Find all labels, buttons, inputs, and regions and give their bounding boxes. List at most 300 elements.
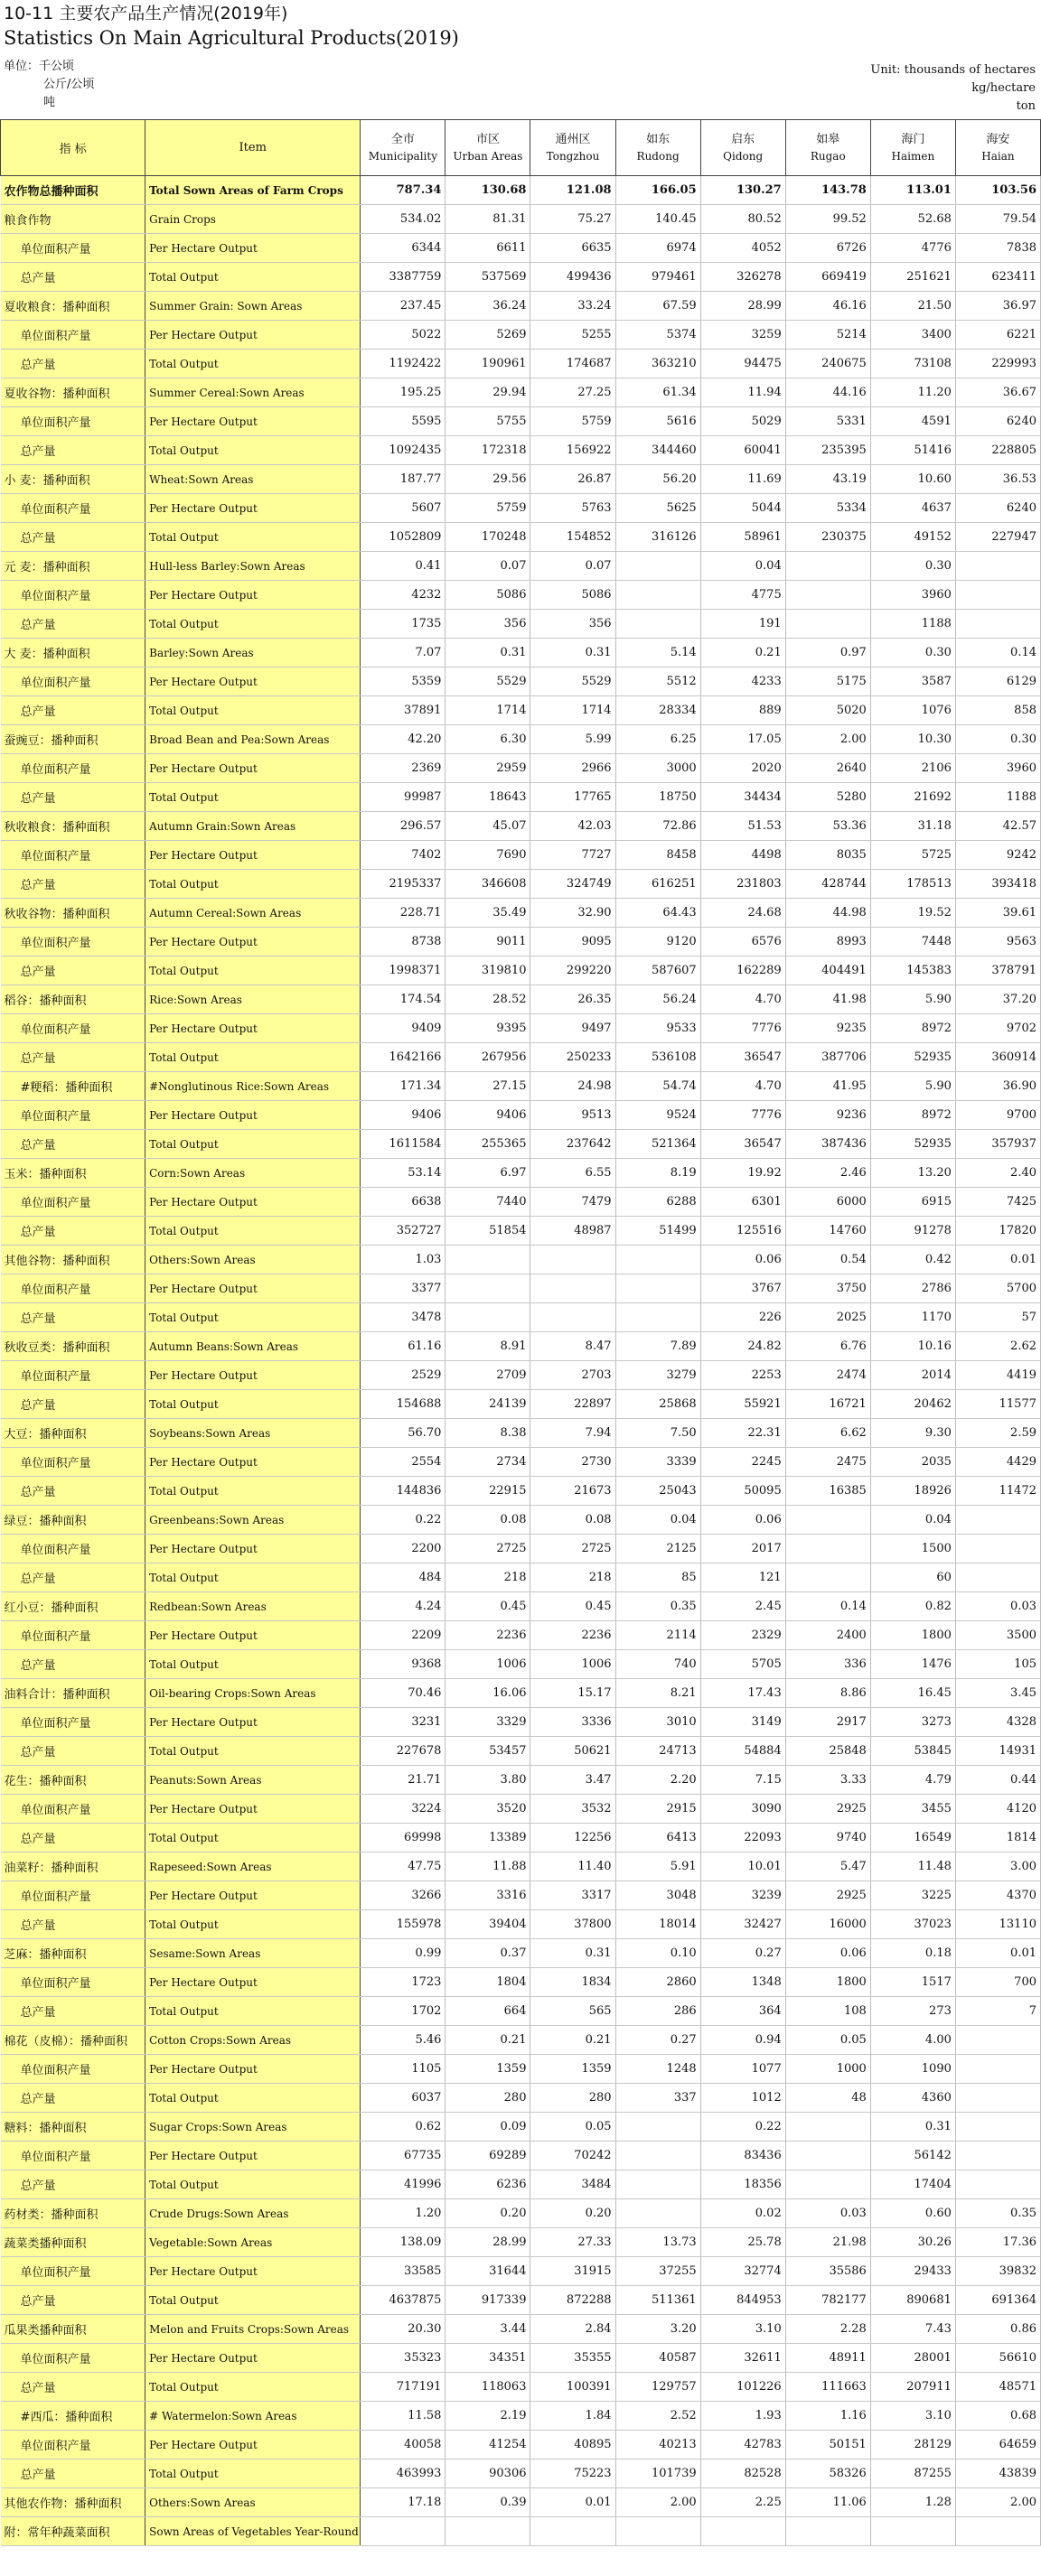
table-row <box>1 2315 1041 2344</box>
row-indicator-cn: 总产量 <box>1 957 145 985</box>
row-value <box>445 2517 530 2546</box>
row-indicator-cn: 粮食作物 <box>1 205 145 234</box>
table-row <box>1 610 1041 639</box>
row-item-en: Total Output <box>145 783 361 812</box>
row-indicator-cn: 总产量 <box>1 1563 145 1592</box>
row-value: 91278 <box>870 1217 955 1246</box>
row-value: 31644 <box>445 2257 530 2286</box>
row-value: 5029 <box>700 407 785 436</box>
row-value: 80.52 <box>700 205 785 234</box>
row-value: 9095 <box>530 928 615 957</box>
row-value: 3500 <box>955 1621 1040 1650</box>
row-value: 11.94 <box>700 378 785 407</box>
row-value: 0.10 <box>615 1939 700 1968</box>
header-indicator: 指 标 <box>1 120 145 176</box>
row-value: 2554 <box>361 1448 445 1477</box>
row-item-en: Per Hectare Output <box>145 2344 361 2373</box>
table-row <box>1 2170 1041 2199</box>
row-indicator-cn: 单位面积产量 <box>1 494 145 523</box>
row-value: 5725 <box>870 841 955 870</box>
row-value: 240675 <box>785 350 870 378</box>
row-value: 5022 <box>361 321 445 350</box>
row-value: 39.61 <box>955 899 1040 928</box>
row-item-en: Total Output <box>145 1737 361 1766</box>
row-value <box>615 1303 700 1332</box>
row-value: 19.52 <box>870 899 955 928</box>
header-col-municipality <box>361 120 445 176</box>
row-value: 6037 <box>361 2084 445 2113</box>
row-value: 44.16 <box>785 378 870 407</box>
row-item-en: Autumn Beans:Sown Areas <box>145 1332 361 1361</box>
table-row <box>1 1621 1041 1650</box>
header-col-cn: 海门 <box>901 132 925 146</box>
row-value <box>870 2517 955 2546</box>
row-value: 6240 <box>955 407 1040 436</box>
row-value: 6.55 <box>530 1159 615 1188</box>
row-value: 25043 <box>615 1477 700 1506</box>
row-value: 0.44 <box>955 1766 1040 1795</box>
row-indicator-cn: 农作物总播种面积 <box>1 176 145 205</box>
row-value: 2915 <box>615 1795 700 1824</box>
row-value <box>615 552 700 581</box>
row-item-en: Total Output <box>145 2286 361 2315</box>
row-item-en: Total Output <box>145 2084 361 2113</box>
row-value: 20.30 <box>361 2315 445 2344</box>
row-value: 858 <box>955 696 1040 725</box>
row-value: 0.39 <box>445 2488 530 2517</box>
row-item-en: Per Hectare Output <box>145 754 361 783</box>
row-value: 166.05 <box>615 176 700 205</box>
row-value: 67.59 <box>615 292 700 321</box>
table-row <box>1 1535 1041 1563</box>
row-value: 296.57 <box>361 812 445 841</box>
row-value: 41996 <box>361 2170 445 2199</box>
row-value: 99987 <box>361 783 445 812</box>
row-value: 352727 <box>361 1217 445 1246</box>
row-indicator-cn: 总产量 <box>1 1737 145 1766</box>
row-value: 0.31 <box>445 639 530 667</box>
row-value: 40587 <box>615 2344 700 2373</box>
row-value: 286 <box>615 1997 700 2026</box>
row-value: 39832 <box>955 2257 1040 2286</box>
table-row <box>1 1101 1041 1130</box>
row-value: 5280 <box>785 783 870 812</box>
table-row <box>1 2257 1041 2286</box>
row-value: 14760 <box>785 1217 870 1246</box>
row-value <box>955 552 1040 581</box>
row-item-en: Total Output <box>145 1650 361 1679</box>
row-value: 7690 <box>445 841 530 870</box>
row-item-en: Per Hectare Output <box>145 494 361 523</box>
row-value <box>615 2170 700 2199</box>
row-indicator-cn: 蚕豌豆：播种面积 <box>1 725 145 754</box>
row-item-en: Cotton Crops:Sown Areas <box>145 2026 361 2055</box>
row-value: 9524 <box>615 1101 700 1130</box>
header-col-en: Rudong <box>636 149 680 163</box>
row-value: 61.34 <box>615 378 700 407</box>
row-value: 32427 <box>700 1910 785 1939</box>
table-row <box>1 1159 1041 1188</box>
row-indicator-cn: 总产量 <box>1 1824 145 1853</box>
row-value: 17820 <box>955 1217 1040 1246</box>
row-value: 121 <box>700 1563 785 1592</box>
row-item-en: Crude Drugs:Sown Areas <box>145 2199 361 2228</box>
row-value: 218 <box>530 1563 615 1592</box>
row-value: 1.93 <box>700 2402 785 2431</box>
row-value: 7776 <box>700 1101 785 1130</box>
table-row <box>1 1217 1041 1246</box>
row-value: 9368 <box>361 1650 445 1679</box>
header-col-en: Rugao <box>810 149 846 163</box>
row-value: 30.26 <box>870 2228 955 2257</box>
row-item-en: Corn:Sown Areas <box>145 1159 361 1188</box>
row-item-en: Total Output <box>145 2373 361 2402</box>
row-value: 3.00 <box>955 1853 1040 1881</box>
row-value: 1702 <box>361 1997 445 2026</box>
row-item-en: Summer Cereal:Sown Areas <box>145 378 361 407</box>
row-item-en: Total Output <box>145 1477 361 1506</box>
row-item-en: Sesame:Sown Areas <box>145 1939 361 1968</box>
row-value: 138.09 <box>361 2228 445 2257</box>
row-value: 2.00 <box>785 725 870 754</box>
row-value: 29433 <box>870 2257 955 2286</box>
row-value: 27.25 <box>530 378 615 407</box>
row-value: 1006 <box>530 1650 615 1679</box>
row-value: 41254 <box>445 2431 530 2459</box>
row-value: 9.30 <box>870 1419 955 1448</box>
table-row <box>1 1881 1041 1910</box>
row-value: 7727 <box>530 841 615 870</box>
row-value: 2734 <box>445 1448 530 1477</box>
row-value: 3336 <box>530 1708 615 1737</box>
row-indicator-cn: 总产量 <box>1 1303 145 1332</box>
table-row <box>1 899 1041 928</box>
row-value: 54884 <box>700 1737 785 1766</box>
row-value: 207911 <box>870 2373 955 2402</box>
row-value: 52935 <box>870 1130 955 1159</box>
row-item-en: Rapeseed:Sown Areas <box>145 1853 361 1881</box>
table-row <box>1 1737 1041 1766</box>
table-row <box>1 494 1041 523</box>
row-value: 228805 <box>955 436 1040 465</box>
row-value: 3317 <box>530 1881 615 1910</box>
row-value: 5044 <box>700 494 785 523</box>
row-indicator-cn: 芝麻：播种面积 <box>1 1939 145 1968</box>
row-value: 121.08 <box>530 176 615 205</box>
row-value: 4.00 <box>870 2026 955 2055</box>
row-value: 280 <box>530 2084 615 2113</box>
row-value: 0.35 <box>615 1592 700 1621</box>
row-value: 3000 <box>615 754 700 783</box>
row-indicator-cn: 单位面积产量 <box>1 1968 145 1997</box>
row-value: 145383 <box>870 957 955 985</box>
row-value: 0.21 <box>445 2026 530 2055</box>
row-value: 18926 <box>870 1477 955 1506</box>
row-value: 42.57 <box>955 812 1040 841</box>
row-value: 5334 <box>785 494 870 523</box>
row-value <box>445 1246 530 1274</box>
row-value: 41.95 <box>785 1072 870 1101</box>
row-value <box>785 1506 870 1535</box>
row-value: 7.89 <box>615 1332 700 1361</box>
row-value: 191 <box>700 610 785 639</box>
row-value: 3.45 <box>955 1679 1040 1708</box>
table-row <box>1 1679 1041 1708</box>
table-row <box>1 1332 1041 1361</box>
row-value: 3.10 <box>870 2402 955 2431</box>
row-value: 16385 <box>785 1477 870 1506</box>
row-value: 889 <box>700 696 785 725</box>
table-row <box>1 1188 1041 1217</box>
row-value: 537569 <box>445 263 530 292</box>
row-value: 0.04 <box>700 552 785 581</box>
row-value: 2730 <box>530 1448 615 1477</box>
row-value: 90306 <box>445 2459 530 2488</box>
row-value: 2917 <box>785 1708 870 1737</box>
row-value: 57 <box>955 1303 1040 1332</box>
row-value: 22915 <box>445 1477 530 1506</box>
row-value: 0.05 <box>785 2026 870 2055</box>
row-item-en: Total Output <box>145 1217 361 1246</box>
row-value: 4776 <box>870 234 955 263</box>
row-item-en: Total Output <box>145 350 361 378</box>
table-row <box>1 1708 1041 1737</box>
row-indicator-cn: 夏收粮食：播种面积 <box>1 292 145 321</box>
row-value: 0.21 <box>700 639 785 667</box>
row-value: 16000 <box>785 1910 870 1939</box>
row-value: 1012 <box>700 2084 785 2113</box>
row-value: 2.25 <box>700 2488 785 2517</box>
row-value: 235395 <box>785 436 870 465</box>
row-value: 267956 <box>445 1043 530 1072</box>
header-col-cn: 如东 <box>646 132 671 146</box>
row-value: 9702 <box>955 1014 1040 1043</box>
row-value: 3960 <box>955 754 1040 783</box>
row-item-en: Autumn Cereal:Sown Areas <box>145 899 361 928</box>
row-value: 5700 <box>955 1274 1040 1303</box>
row-indicator-cn: 稻谷：播种面积 <box>1 985 145 1014</box>
row-value: 6.30 <box>445 725 530 754</box>
row-value: 1359 <box>445 2055 530 2084</box>
row-value: 37023 <box>870 1910 955 1939</box>
row-value: 35586 <box>785 2257 870 2286</box>
row-value <box>785 1535 870 1563</box>
row-value: 60041 <box>700 436 785 465</box>
row-value: 51416 <box>870 436 955 465</box>
table-row <box>1 205 1041 234</box>
row-value: 4637 <box>870 494 955 523</box>
row-value: 4637875 <box>361 2286 445 2315</box>
row-value: 6726 <box>785 234 870 263</box>
row-value: 129757 <box>615 2373 700 2402</box>
row-value: 5086 <box>445 581 530 610</box>
table-row <box>1 1910 1041 1939</box>
row-value: 336 <box>785 1650 870 1679</box>
row-value: 73108 <box>870 350 955 378</box>
row-value: 6576 <box>700 928 785 957</box>
row-indicator-cn: 单位面积产量 <box>1 2344 145 2373</box>
row-value: 36547 <box>700 1043 785 1072</box>
row-value: 2786 <box>870 1274 955 1303</box>
row-value: 16721 <box>785 1390 870 1419</box>
row-value: 0.42 <box>870 1246 955 1274</box>
row-value: 0.21 <box>530 2026 615 2055</box>
row-value: 51499 <box>615 1217 700 1246</box>
row-value <box>615 581 700 610</box>
agri-products-table <box>0 119 1041 2546</box>
row-value: 2725 <box>445 1535 530 1563</box>
row-value: 5.99 <box>530 725 615 754</box>
row-value: 5086 <box>530 581 615 610</box>
row-value <box>785 2170 870 2199</box>
row-item-en: Redbean:Sown Areas <box>145 1592 361 1621</box>
row-value: 0.22 <box>700 2113 785 2142</box>
row-value: 3329 <box>445 1708 530 1737</box>
row-value: 484 <box>361 1563 445 1592</box>
row-value <box>615 2142 700 2170</box>
row-value: 255365 <box>445 1130 530 1159</box>
row-value: 9409 <box>361 1014 445 1043</box>
row-item-en: Total Output <box>145 870 361 899</box>
table-row <box>1 263 1041 292</box>
header-col-cn: 通州区 <box>555 132 591 146</box>
row-value: 101226 <box>700 2373 785 2402</box>
row-value: 1800 <box>785 1968 870 1997</box>
row-value: 7402 <box>361 841 445 870</box>
row-value: 7838 <box>955 234 1040 263</box>
row-value: 5.14 <box>615 639 700 667</box>
row-value: 36.53 <box>955 465 1040 494</box>
table-row <box>1 2517 1041 2546</box>
row-item-en: Grain Crops <box>145 205 361 234</box>
row-value: 56610 <box>955 2344 1040 2373</box>
row-value <box>615 2517 700 2546</box>
row-value: 100391 <box>530 2373 615 2402</box>
table-row <box>1 1448 1041 1477</box>
row-value <box>955 581 1040 610</box>
row-indicator-cn: 总产量 <box>1 2373 145 2402</box>
row-value: 22897 <box>530 1390 615 1419</box>
row-indicator-cn: 附：常年种蔬菜面积 <box>1 2517 145 2546</box>
row-value: 5020 <box>785 696 870 725</box>
row-value: 9242 <box>955 841 1040 870</box>
row-item-en: Per Hectare Output <box>145 581 361 610</box>
row-value: 130.27 <box>700 176 785 205</box>
row-value: 378791 <box>955 957 1040 985</box>
row-value: 37.20 <box>955 985 1040 1014</box>
row-value: 1359 <box>530 2055 615 2084</box>
row-value: 50621 <box>530 1737 615 1766</box>
row-value: 5755 <box>445 407 530 436</box>
row-indicator-cn: 总产量 <box>1 783 145 812</box>
table-row <box>1 2488 1041 2517</box>
row-item-en: Per Hectare Output <box>145 1968 361 1997</box>
row-value: 1642166 <box>361 1043 445 1072</box>
table-row <box>1 407 1041 436</box>
row-value: 195.25 <box>361 378 445 407</box>
row-value: 2200 <box>361 1535 445 1563</box>
row-value: 2209 <box>361 1621 445 1650</box>
row-value: 32.90 <box>530 899 615 928</box>
row-value: 31915 <box>530 2257 615 2286</box>
row-value: 740 <box>615 1650 700 1679</box>
row-item-en: Melon and Fruits Crops:Sown Areas <box>145 2315 361 2344</box>
table-row <box>1 2402 1041 2431</box>
row-value: 1006 <box>445 1650 530 1679</box>
table-row <box>1 1650 1041 1679</box>
row-item-en: Broad Bean and Pea:Sown Areas <box>145 725 361 754</box>
row-value: 17.05 <box>700 725 785 754</box>
row-value: 979461 <box>615 263 700 292</box>
row-value: 25848 <box>785 1737 870 1766</box>
row-indicator-cn: 蔬菜类播种面积 <box>1 2228 145 2257</box>
row-value: 9533 <box>615 1014 700 1043</box>
row-value: 17.43 <box>700 1679 785 1708</box>
table-row <box>1 1014 1041 1043</box>
table-row <box>1 1419 1041 1448</box>
table-row <box>1 436 1041 465</box>
row-value: 3400 <box>870 321 955 350</box>
row-value: 393418 <box>955 870 1040 899</box>
row-indicator-cn: 单位面积产量 <box>1 1274 145 1303</box>
row-value: 226 <box>700 1303 785 1332</box>
row-value: 717191 <box>361 2373 445 2402</box>
unit-area-en: Unit: thousands of hectares <box>870 63 1036 77</box>
row-indicator-cn: 单位面积产量 <box>1 2431 145 2459</box>
row-value: 48 <box>785 2084 870 2113</box>
table-row <box>1 378 1041 407</box>
row-value: 11577 <box>955 1390 1040 1419</box>
row-value: 43839 <box>955 2459 1040 2488</box>
row-value: 1092435 <box>361 436 445 465</box>
row-value: 174687 <box>530 350 615 378</box>
row-value: 0.02 <box>700 2199 785 2228</box>
row-value: 190961 <box>445 350 530 378</box>
row-indicator-cn: 单位面积产量 <box>1 1188 145 1217</box>
row-indicator-cn: 油菜籽：播种面积 <box>1 1853 145 1881</box>
row-item-en: Total Output <box>145 263 361 292</box>
row-item-en: Per Hectare Output <box>145 841 361 870</box>
row-value: 171.34 <box>361 1072 445 1101</box>
row-value: 2245 <box>700 1448 785 1477</box>
row-value: 82528 <box>700 2459 785 2488</box>
row-indicator-cn: 总产量 <box>1 2170 145 2199</box>
row-value: 28.99 <box>700 292 785 321</box>
row-value <box>445 1274 530 1303</box>
row-value: 3010 <box>615 1708 700 1737</box>
row-value: 9563 <box>955 928 1040 957</box>
row-value: 6974 <box>615 234 700 263</box>
row-item-en: Total Output <box>145 957 361 985</box>
row-value: 2.52 <box>615 2402 700 2431</box>
row-value: 404491 <box>785 957 870 985</box>
row-indicator-cn: 总产量 <box>1 2459 145 2488</box>
table-row <box>1 1853 1041 1881</box>
row-item-en: Rice:Sown Areas <box>145 985 361 1014</box>
row-value: 32774 <box>700 2257 785 2286</box>
row-value: 237.45 <box>361 292 445 321</box>
row-value <box>700 2517 785 2546</box>
row-value: 2860 <box>615 1968 700 1997</box>
row-indicator-cn: #粳稻：播种面积 <box>1 1072 145 1101</box>
row-value: 6129 <box>955 667 1040 696</box>
row-value: 1476 <box>870 1650 955 1679</box>
row-value: 19.92 <box>700 1159 785 1188</box>
table-row <box>1 2228 1041 2257</box>
row-indicator-cn: 大豆：播种面积 <box>1 1419 145 1448</box>
row-value: 280 <box>445 2084 530 2113</box>
row-value: 0.03 <box>785 2199 870 2228</box>
